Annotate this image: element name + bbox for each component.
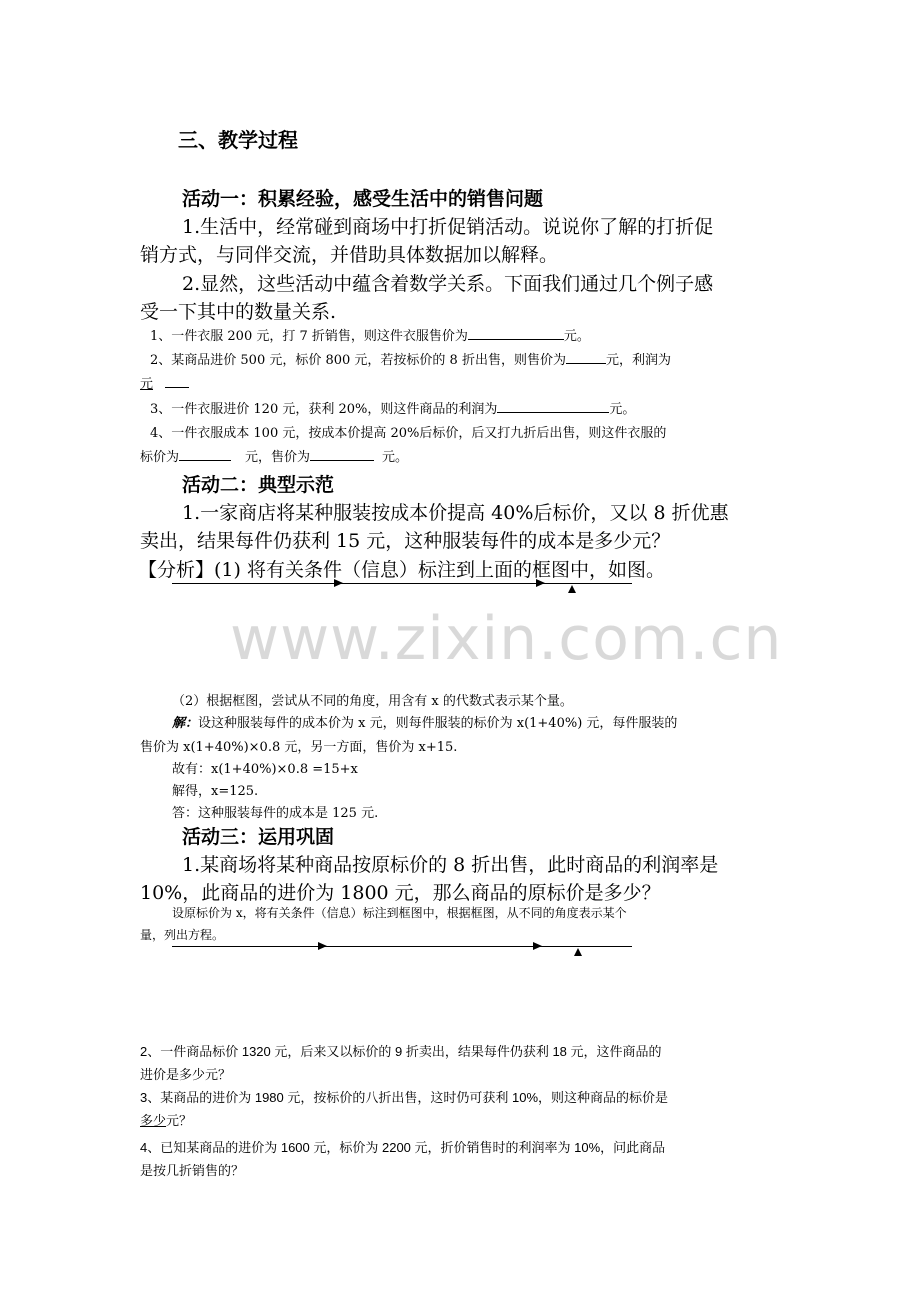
activity1-p1-line1: 1.生活中，经常碰到商场中打折促销活动。说说你了解的打折促 bbox=[182, 216, 714, 238]
activity1-title: 活动一：积累经验，感受生活中的销售问题 bbox=[182, 188, 544, 210]
arrow-icon bbox=[536, 579, 545, 587]
question-3-text: 3、一件衣服进价 120 元，获利 20%，则这件商品的利润为 bbox=[150, 402, 498, 417]
diagram-line bbox=[172, 946, 632, 947]
solution-text: 设这种服装每件的成本价为 x 元，则每件服装的标价为 x(1+40%) 元，每件服装的 bbox=[198, 716, 678, 731]
watermark: www.zixin.com.cn bbox=[230, 604, 783, 674]
arrow-icon bbox=[533, 942, 542, 950]
activity3-p1-line2: 10%，此商品的进价为 1800 元，那么商品的原标价是多少？ bbox=[140, 882, 661, 904]
triangle-marker-icon bbox=[574, 948, 582, 956]
question-4-text-a: 标价为 bbox=[140, 450, 180, 465]
problem-3-end: 元？ bbox=[166, 1113, 193, 1128]
activity3-p1-line1: 1.某商场将某种商品按原标价的 8 折出售，此时商品的利润率是 bbox=[182, 854, 719, 876]
step-2-text: （2）根据框图，尝试从不同的角度，用含有 x 的代数式表示某个量。 bbox=[172, 694, 573, 709]
problem-3-underlined: 多少 bbox=[140, 1113, 167, 1128]
answer-text: 答：这种服装每件的成本是 125 元. bbox=[172, 806, 379, 821]
question-1-unit: 元。 bbox=[563, 329, 590, 344]
activity1-p2-line1: 2.显然，这些活动中蕴含着数学关系。下面我们通过几个例子感 bbox=[182, 273, 714, 295]
question-2-line1 bbox=[150, 349, 671, 368]
problem-3-line1: 3、某商品的进价为 1980 元，按标价的八折出售，这时仍可获利 10%，则这种商品的标价是 bbox=[140, 1090, 669, 1105]
problem-4-line1: 4、已知某商品的进价为 1600 元，标价为 2200 元，折价销售时的利润率为 10%，问此商品 bbox=[140, 1140, 666, 1155]
question-2-text-b: 元，利润为 bbox=[605, 353, 671, 368]
answer-blank bbox=[310, 447, 374, 461]
hint-line2: 量，列出方程。 bbox=[140, 928, 225, 942]
question-1 bbox=[150, 325, 590, 344]
activity3-title: 活动三：运用巩固 bbox=[182, 826, 335, 848]
question-4-text-b: 元，售价为 bbox=[245, 450, 311, 465]
arrow-icon bbox=[334, 579, 343, 587]
arrow-icon bbox=[318, 942, 327, 950]
activity1-p2-line2: 受一下其中的数量关系. bbox=[140, 301, 337, 323]
answer-blank bbox=[179, 447, 231, 461]
problem-2-line2: 进价是多少元？ bbox=[140, 1067, 232, 1082]
question-2-line2 bbox=[140, 373, 189, 392]
question-4-line1: 4、一件衣服成本 100 元，按成本价提高 20%后标价，后又打九折后出售，则这件衣服的 bbox=[150, 426, 667, 441]
problem-4-line2: 是按几折销售的？ bbox=[140, 1163, 245, 1178]
question-3 bbox=[150, 398, 635, 417]
hint-line1: 设原标价为 x，将有关条件（信息）标注到框图中，根据框图，从不同的角度表示某个 bbox=[172, 906, 627, 920]
activity1-p1-line2: 销方式，与同伴交流，并借助具体数据加以解释。 bbox=[140, 244, 559, 266]
question-2-unit: 元 bbox=[140, 377, 154, 392]
problem-3-line2 bbox=[140, 1110, 192, 1129]
question-4-text-c: 元。 bbox=[382, 450, 409, 465]
equation: 故有：x(1+40%)×0.8 =15+x bbox=[172, 762, 358, 777]
section-title: 三、教学过程 bbox=[178, 128, 298, 152]
question-2-text: 2、某商品进价 500 元，标价 800 元，若按标价的 8 折出售，则售价为 bbox=[150, 353, 566, 368]
answer-blank bbox=[566, 350, 606, 364]
question-4-line2 bbox=[140, 446, 408, 465]
activity2-problem-line2: 卖出，结果每件仍获利 15 元，这种服装每件的成本是多少元？ bbox=[140, 530, 671, 552]
activity2-title: 活动二：典型示范 bbox=[182, 474, 335, 496]
analysis-text: 【分析】(1) 将有关条件（信息）标注到上面的框图中，如图。 bbox=[138, 559, 665, 581]
activity2-problem-line1: 1.一家商店将某种服装按成本价提高 40%后标价，又以 8 折优惠 bbox=[182, 502, 729, 524]
problem-2-line1: 2、一件商品标价 1320 元，后来又以标价的 9 折卖出，结果每件仍获利 18 元，这件商品的 bbox=[140, 1044, 662, 1059]
answer-blank bbox=[497, 399, 609, 413]
answer-blank bbox=[165, 374, 189, 388]
triangle-marker-icon bbox=[568, 585, 576, 593]
solution-line1 bbox=[172, 712, 677, 731]
question-1-text: 1、一件衣服 200 元，打 7 折销售，则这件衣服售价为 bbox=[150, 329, 468, 344]
answer-blank bbox=[468, 326, 564, 340]
solution-line2: 售价为 x(1+40%)×0.8 元，另一方面，售价为 x+15. bbox=[140, 740, 458, 755]
question-3-unit: 元。 bbox=[609, 402, 636, 417]
solve-result: 解得，x=125. bbox=[172, 784, 259, 799]
solution-label: 解： bbox=[172, 716, 199, 731]
diagram-line bbox=[172, 583, 632, 584]
